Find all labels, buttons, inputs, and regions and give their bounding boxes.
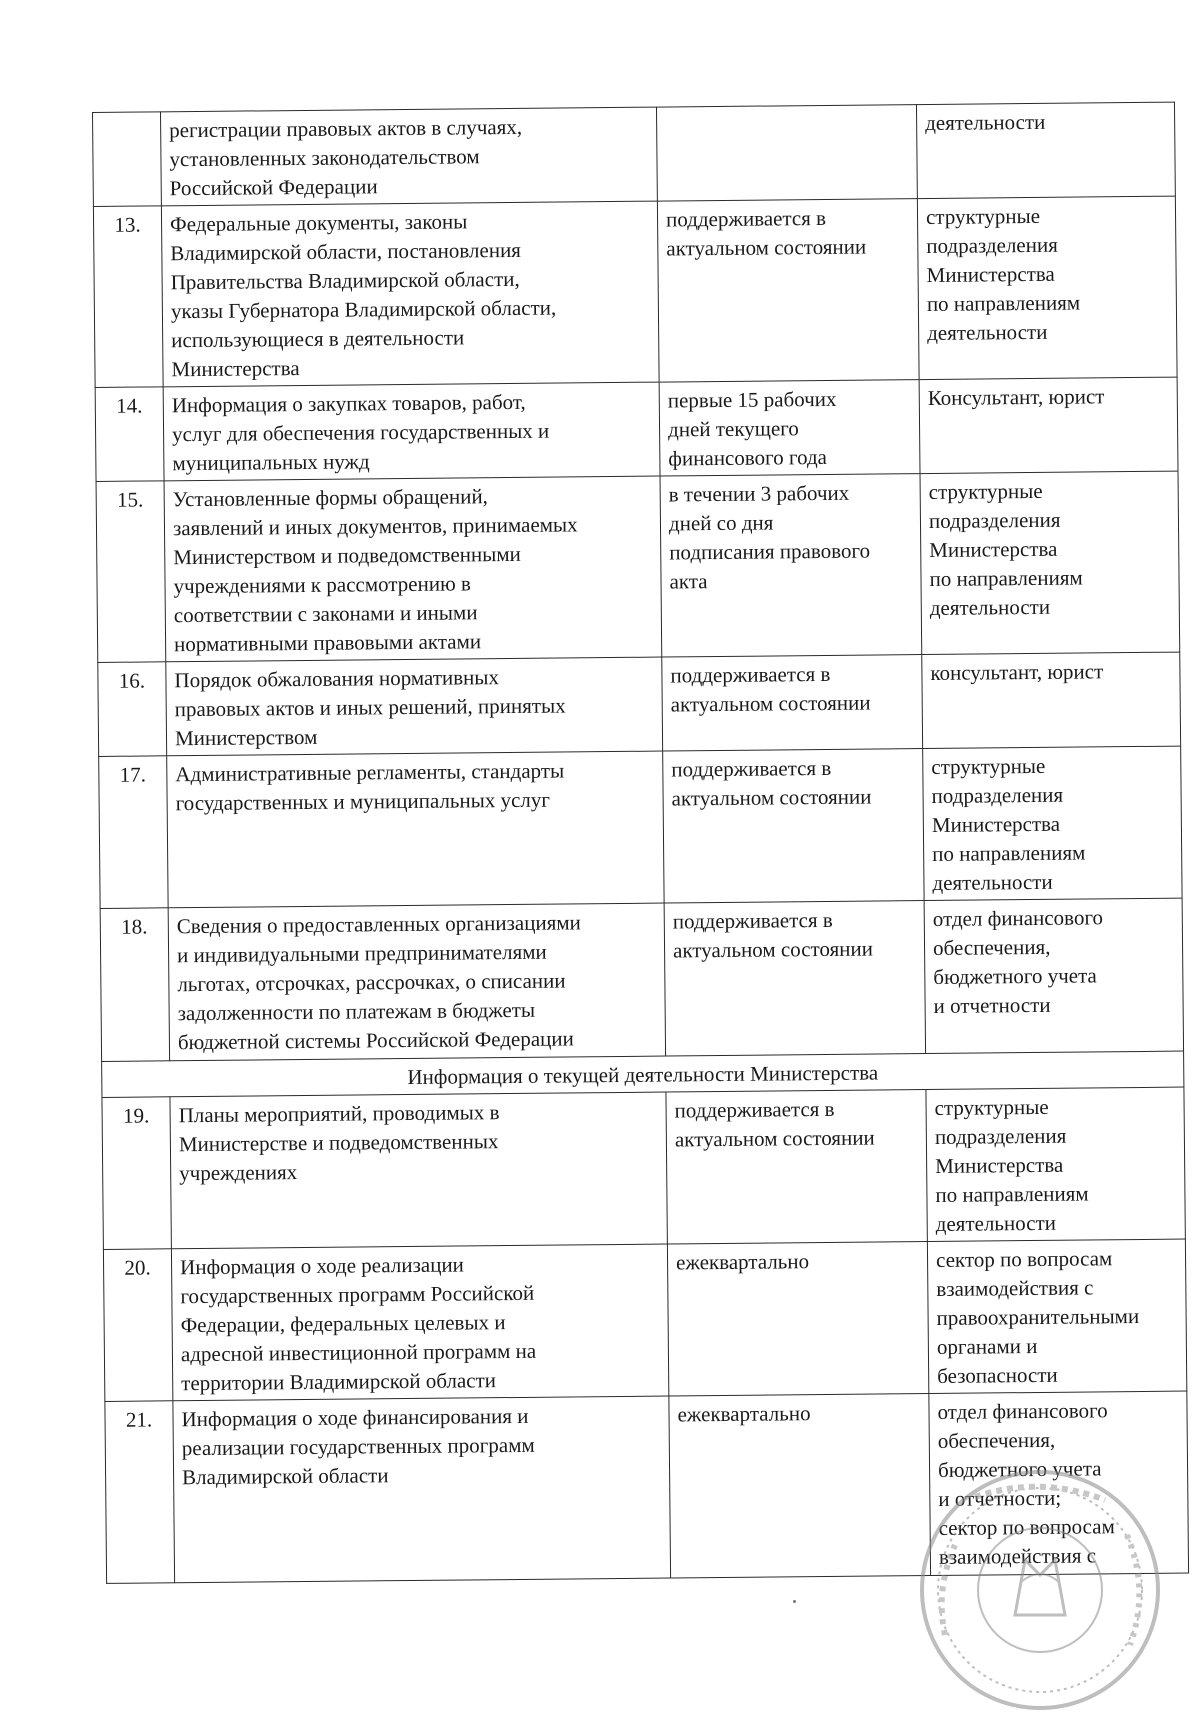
row-number: 20. xyxy=(103,1249,172,1402)
period-cell: ежеквартально xyxy=(667,1242,928,1396)
table-row xyxy=(98,652,1181,756)
row-number: 14. xyxy=(95,387,164,482)
period-cell: поддерживается в актуальном состоянии xyxy=(657,199,919,382)
responsible-cell: сектор по вопросам взаимодействия с правоохранительными органами и безопасности xyxy=(927,1239,1186,1393)
table-row xyxy=(95,377,1178,481)
responsible-cell: структурные подразделения Министерства по направлениям деятельности xyxy=(920,471,1180,654)
table-row xyxy=(96,471,1180,662)
period-cell: первые 15 рабочих дней текущего финансового года xyxy=(659,380,920,476)
row-number xyxy=(93,112,162,207)
info-cell: Установленные формы обращений, заявлений и иных документов, принимаемых Министерством и подведомственными учреждениями к рассмотрению в соответствии с законами и иными нормативными правовыми актами xyxy=(164,476,662,662)
table-row xyxy=(100,898,1183,1061)
responsible-cell: структурные подразделения Министерства по направлениям деятельности xyxy=(926,1087,1185,1241)
table-row xyxy=(102,1087,1185,1249)
responsible-cell: отдел финансового обеспечения, бюджетного учета и отчетности; сектор по вопросам взаимодействия с xyxy=(929,1391,1189,1575)
section-heading: Информация о текущей деятельности Министерства xyxy=(102,1051,1184,1097)
period-cell: поддерживается в актуальном состоянии xyxy=(663,749,924,903)
info-cell: Планы мероприятий, проводимых в Министерстве и подведомственных учреждениях xyxy=(170,1092,667,1249)
responsible-cell: Консультант, юрист xyxy=(919,377,1178,473)
responsible-cell: деятельности xyxy=(916,102,1175,198)
responsible-cell: структурные подразделения Министерства по направлениям деятельности xyxy=(923,746,1182,900)
scan-speck xyxy=(793,1600,796,1603)
row-number: 13. xyxy=(93,206,163,388)
info-cell: Федеральные документы, законы Владимирской области, постановления Правительства Владимирской области, указы Губернатора Владимирской области, использующиеся в деятельности Министерства xyxy=(161,201,659,387)
info-cell: Информация о закупках товаров, работ, услуг для обеспечения государственных и муниципальных нужд xyxy=(163,382,660,481)
row-number: 21. xyxy=(105,1401,175,1584)
row-number: 15. xyxy=(96,481,166,663)
info-cell: Порядок обжалования нормативных правовых актов и иных решений, принятых Министерством xyxy=(166,657,663,756)
table-row xyxy=(93,102,1176,206)
responsible-cell: консультант, юрист xyxy=(922,652,1181,748)
info-cell: Сведения о предоставленных организациями и индивидуальными предпринимателями льготах, отсрочках, рассрочках, о списании задолженности по платежам в бюджеты бюджетной системы Российской Федерации xyxy=(168,903,665,1061)
period-cell: поддерживается в актуальном состоянии xyxy=(666,1090,927,1244)
info-cell: Административные регламенты, стандарты государственных и муниципальных услуг xyxy=(167,751,664,908)
period-cell: в течении 3 рабочих дней со дня подписания правового акта xyxy=(660,474,922,657)
table-row xyxy=(99,746,1182,908)
row-number: 18. xyxy=(100,908,169,1062)
info-cell: Информация о ходе реализации государственных программ Российской Федерации, федеральных целевых и адресной инвестиционной программ на территории Владимирской области xyxy=(171,1244,668,1401)
responsible-cell: структурные подразделения Министерства по направлениям деятельности xyxy=(917,196,1177,379)
table-row xyxy=(103,1239,1186,1401)
row-number: 19. xyxy=(102,1097,171,1250)
period-cell: поддерживается в актуальном состоянии xyxy=(662,655,923,751)
responsible-cell: отдел финансового обеспечения, бюджетного учета и отчетности xyxy=(924,898,1183,1053)
information-table xyxy=(92,102,1189,1584)
table-row xyxy=(93,196,1177,387)
period-cell xyxy=(656,105,917,201)
info-cell: регистрации правовых актов в случаях, установленных законодательством Российской Федерации xyxy=(161,107,658,206)
period-cell: ежеквартально xyxy=(669,1394,931,1578)
row-number: 16. xyxy=(98,662,167,757)
official-seal xyxy=(915,1465,1165,1715)
info-cell: Информация о ходе финансирования и реализации государственных программ Владимирской области xyxy=(173,1396,671,1583)
period-cell: поддерживается в актуальном состоянии xyxy=(664,901,925,1056)
row-number: 17. xyxy=(99,756,168,909)
